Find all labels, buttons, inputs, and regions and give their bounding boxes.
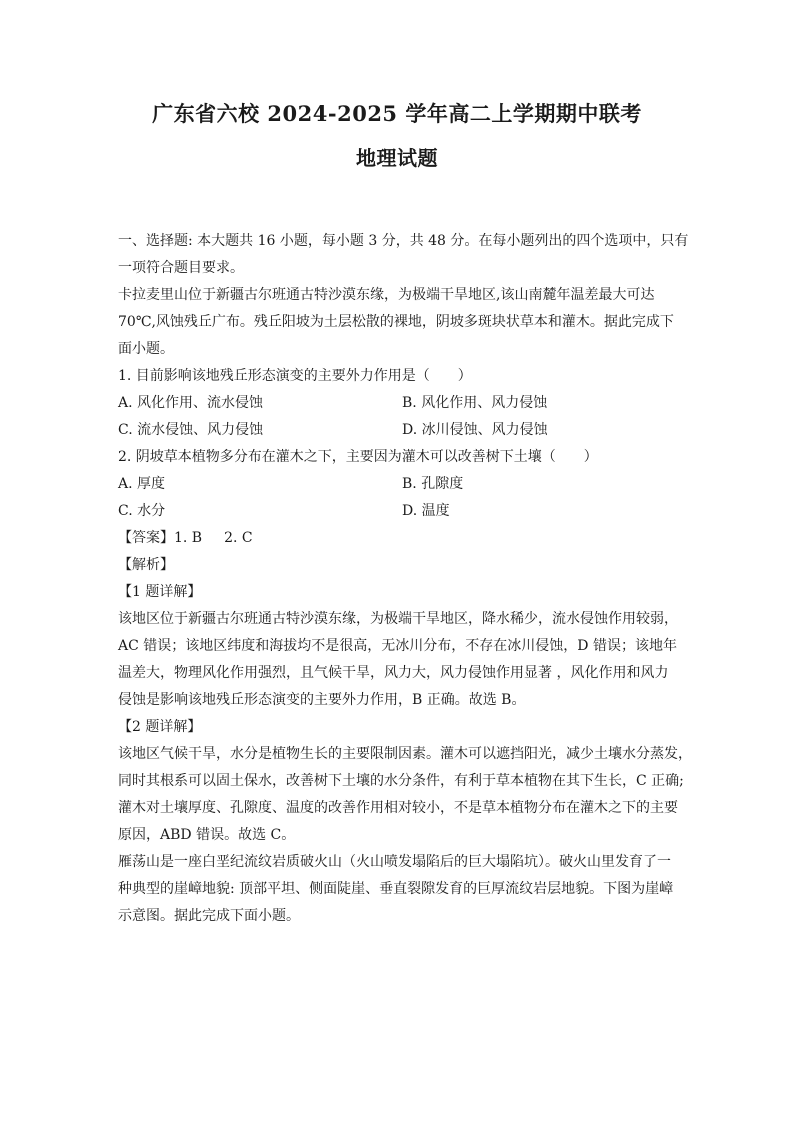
detail1-line-3: 温差大，物理风化作用强烈，且气候干旱，风力大，风力侵蚀作用显著 ，风化作用和风力	[118, 665, 669, 681]
question2-option-b: B. 孔隙度	[402, 476, 464, 492]
question1-option-d: D. 冰川侵蚀、风力侵蚀	[402, 422, 548, 438]
question1-stem: 1. 目前影响该地残丘形态演变的主要外力作用是（ ）	[118, 368, 472, 384]
detail1-line-1: 该地区位于新疆古尔班通古特沙漠东缘，为极端干旱地区，降水稀少，流水侵蚀作用较弱，	[118, 611, 678, 627]
analysis-label: 【解析】	[118, 557, 174, 573]
answer-label: 【答案】1. B	[118, 530, 203, 546]
detail1-line-2: AC 错误；该地区纬度和海拔均不是很高，无冰川分布，不存在冰川侵蚀，D 错误；该地年	[118, 638, 677, 654]
document-subtitle: 地理试题	[356, 146, 438, 170]
question1-option-a: A. 风化作用、流水侵蚀	[118, 395, 264, 411]
detail1-label: 【1 题详解】	[118, 584, 202, 600]
question2-option-a: A. 厚度	[118, 476, 166, 492]
document-body	[118, 228, 692, 930]
detail2-label: 【2 题详解】	[118, 719, 202, 735]
detail1-line-4: 侵蚀是影响该地残丘形态演变的主要外力作用，B 正确。故选 B。	[118, 692, 526, 708]
passage1-line-1: 卡拉麦里山位于新疆古尔班通古特沙漠东缘，为极端干旱地区,该山南麓年温差最大可达	[118, 287, 655, 303]
section-intro-line-1: 一、选择题: 本大题共 16 小题，每小题 3 分，共 48 分。在每小题列出的四个选项中，只有	[118, 233, 689, 249]
question1-option-b: B. 风化作用、风力侵蚀	[402, 395, 548, 411]
question1-options-row-1	[118, 390, 678, 417]
question1-option-c: C. 流水侵蚀、风力侵蚀	[118, 422, 264, 438]
detail2-line-4: 原因，ABD 错误。故选 C。	[118, 827, 296, 843]
section-intro-line-2: 一项符合题目要求。	[118, 260, 244, 276]
passage2-line-2: 种典型的崖嶂地貌: 顶部平坦、侧面陡崖、垂直裂隙发育的巨厚流纹岩层地貌。下图为崖嶂	[118, 881, 674, 897]
question2-option-d: D. 温度	[402, 503, 450, 519]
answer-second: 2. C	[224, 530, 253, 546]
question2-options-row-1	[118, 471, 678, 498]
answer-line	[118, 525, 678, 552]
question2-stem: 2. 阴坡草本植物多分布在灌木之下，主要因为灌木可以改善树下土壤（ ）	[118, 449, 598, 465]
question2-option-c: C. 水分	[118, 503, 166, 519]
detail2-line-3: 灌木对土壤厚度、孔隙度、温度的改善作用相对较小，不是草本植物分布在灌木之下的主要	[118, 800, 678, 816]
document-title: 广东省六校 2024-2025 学年高二上学期期中联考	[152, 101, 642, 126]
passage1-line-3: 面小题。	[118, 341, 174, 357]
passage1-line-2: 70℃,风蚀残丘广布。残丘阳坡为土层松散的裸地，阴坡多斑块状草本和灌木。据此完成下	[118, 314, 674, 330]
question2-options-row-2	[118, 498, 678, 525]
question1-options-row-2	[118, 417, 678, 444]
passage2-line-1: 雁荡山是一座白垩纪流纹岩质破火山（火山喷发塌陷后的巨大塌陷坑）。破火山里发育了一	[118, 854, 671, 870]
passage2-line-3: 示意图。据此完成下面小题。	[118, 908, 300, 924]
detail2-line-2: 同时其根系可以固土保水，改善树下土壤的水分条件，有利于草本植物在其下生长，C 正确;	[118, 773, 684, 789]
detail2-line-1: 该地区气候干旱，水分是植物生长的主要限制因素。灌木可以遮挡阳光，减少土壤水分蒸发，	[118, 746, 692, 762]
